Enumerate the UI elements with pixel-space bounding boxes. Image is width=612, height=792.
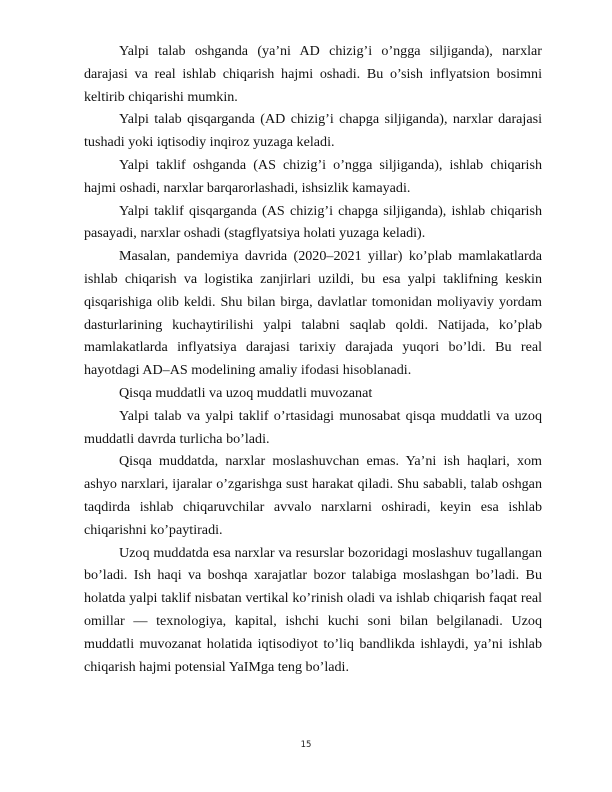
- page-body: [84, 40, 542, 678]
- paragraph-short-run: Qisqa muddatda, narxlar moslashuvchan emas. Ya’ni ish haqlari, xom ashyo narxlari, ijaralar o’zgarishga sust harakat qiladi. Shu sababli, talab oshgan taqdirda ishlab chiqaruvchilar avvalo narxlarni oshiradi, keyin esa ishlab chiqarishni ko’paytiradi.: [84, 453, 542, 538]
- paragraph-ad-increase: Yalpi talab oshganda (ya’ni AD chizig’i o’ngga siljiganda), narxlar darajasi va real ishlab chiqarish hajmi oshadi. Bu o’sish inflyatsion bosimni keltirib chiqarishi mumkin.: [84, 43, 542, 105]
- paragraph-as-decrease: Yalpi taklif qisqarganda (AS chizig’i chapga siljiganda), ishlab chiqarish pasayadi, narxlar oshadi (stagflyatsiya holati yuzaga keladi).: [84, 202, 542, 242]
- paragraph-as-increase: Yalpi taklif oshganda (AS chizig’i o’ngga siljiganda), ishlab chiqarish hajmi oshadi, narxlar barqarorlashadi, ishsizlik kamayadi.: [84, 156, 542, 196]
- paragraph-relationship: Yalpi talab va yalpi taklif o’rtasidagi munosabat qisqa muddatli va uzoq muddatli davrda turlicha bo’ladi.: [84, 407, 542, 447]
- page-number: 15: [300, 740, 312, 750]
- paragraph-ad-decrease: Yalpi talab qisqarganda (AD chizig’i chapga siljiganda), narxlar darajasi tushadi yoki iqtisodiy inqiroz yuzaga keladi.: [84, 111, 542, 151]
- paragraph-long-run: Uzoq muddatda esa narxlar va resurslar bozoridagi moslashuv tugallangan bo’ladi. Ish haqi va boshqa xarajatlar bozor talabiga moslashgan bo’ladi. Bu holatda yalpi taklif nisbatan vertikal ko’rinish oladi va ishlab chiqarish faqat real omillar — texnologiya, kapital, ishchi kuchi soni bilan belgilanadi. Uzoq muddatli muvozanat holatida iqtisodiyot to’liq bandlikda ishlaydi, ya’ni ishlab chiqarish hajmi potensial YaIMga teng bo’ladi.: [84, 544, 542, 675]
- paragraph-pandemic-example: Masalan, pandemiya davrida (2020–2021 yillar) ko’plab mamlakatlarda ishlab chiqarish va logistika zanjirlari uzildi, bu esa yalpi taklifning keskin qisqarishiga olib keldi. Shu bilan birga, davlatlar tomonidan moliyaviy yordam dasturlarining kuchaytirilishi yalpi talabni saqlab qoldi. Natijada, ko’plab mamlakatlarda inflyatsiya darajasi tarixiy darajada yuqori bo’ldi. Bu real hayotdagi AD–AS modelining amaliy ifodasi hisoblanadi.: [84, 248, 542, 379]
- section-heading-equilibrium: Qisqa muddatli va uzoq muddatli muvozanat: [119, 384, 373, 401]
